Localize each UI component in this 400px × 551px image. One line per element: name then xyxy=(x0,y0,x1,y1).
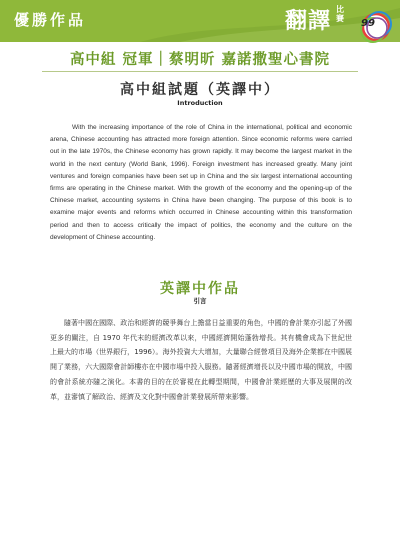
source-heading: 高中組試題（英譯中） xyxy=(120,82,280,98)
divider xyxy=(42,71,358,72)
translation-paragraph: 隨著中國在國際、政治和經濟的競爭舞台上擔當日益重要的角色，中國的會計業亦引起了外國更多的關注，自 1970 年代末的經濟改革以來，中國經濟開始蓬勃增長。其有機會成為下世紀世上最大的市場（世界銀行，1996）。海外投資大大增加，大量聯合經營項目及海外企業都在中國展開了業務，六大國際會計師樓亦在中國市場中投入服務。隨著經濟增長以及中國市場的開放，中國的會計系統亦隨之演化。本書的目的在於審視在此轉型期間，中國會計業經歷的大事及展開的改革，並審慎了解政治、經濟及文化對中國會計業發展所帶來影響。 xyxy=(50,319,352,401)
page-number: 99 xyxy=(361,18,375,29)
translation-subheading: 引言 xyxy=(193,297,207,305)
source-paragraph: With the increasing importance of the role of China in the international, political and economic arena, Chinese accounting has attracted more foreign attention. Since economic reforms were carried out in the late 1970s, the Chinese economy has grown rapidly. It may become the largest market in the world in the next century (World Bank, 1996). Foreign investment has increased greatly. Many joint ventures and foreign companies have been set up in China and the six largest international accounting firms are operating in the Chinese market. With the growth of the economy and the opening-up of the Chinese market, accounting systems in China have been changing. The purpose of this book is to examine major events and reforms which occurred in Chinese accounting within this transformation period and then to access critically the impact of politics, the economy and the culture on the development of Chinese accounting. xyxy=(50,124,352,241)
section-title: 優勝作品 xyxy=(14,11,87,29)
translation-heading: 英譯中作品 xyxy=(160,281,240,297)
competition-logo-text: 翻譯 xyxy=(285,8,332,34)
source-subheading: Introduction xyxy=(177,99,223,107)
winner-line: 高中組 冠軍｜蔡明昕 嘉諾撒聖心書院 xyxy=(69,52,331,68)
competition-logo-subtext: 比賽 xyxy=(336,5,344,23)
